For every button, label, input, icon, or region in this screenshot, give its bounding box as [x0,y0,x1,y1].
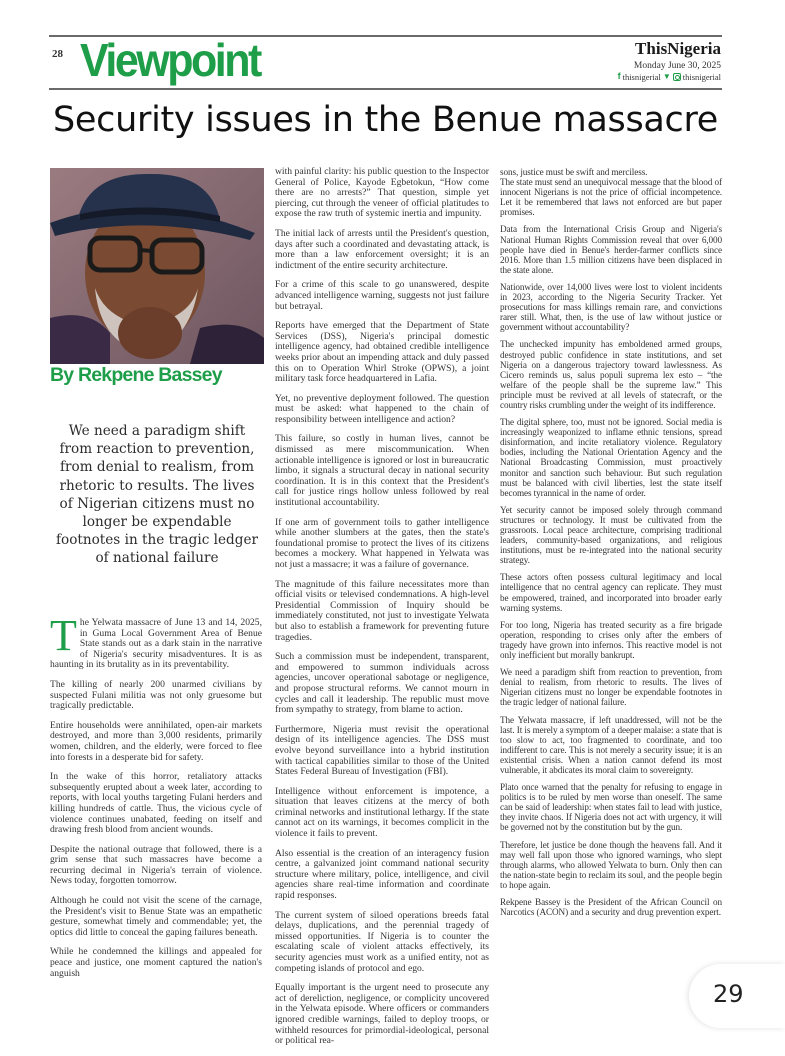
article-paragraph: The unchecked impunity has emboldened armed groups, destroyed public confidence in state institutions, and set Nigeria on a dangerous trajectory toward lawlessness. As Cicero reminds us, salus populi suprema lex esto – “the welfare of the people shall be the supreme law.” This principle must be revived at all levels of statecraft, or the country risks crumbling under the weight of its indifference. [500,339,722,410]
article-paragraph: In the wake of this horror, retaliatory attacks subsequently erupted about a week later, according to reports, with local youths targeting Fulani herders and killing hundreds of cattle. Thus, the vicious cycle of violence continues unabated, feeding on itself and drawing fresh blood from ancient wounds. [50,771,262,836]
article-paragraph: The Yelwata massacre, if left unaddressed, will not be the last. It is merely a symptom of a deeper malaise: a state that is too slow to act, too fragmented to coordinate, and too indifferent to care. This is not merely a security issue; it is an existential crisis. When a nation cannot defend its most vulnerable, it abdicates its moral claim to sovereignty. [500,714,722,775]
current-page-number: 29 [713,980,744,1008]
article-paragraph: Despite the national outrage that followed, there is a grim sense that such massacres have become a recurring decimal in Nigeria's terrain of violence. News today, forgotten tomorrow. [50,843,262,887]
article-paragraph: Intelligence without enforcement is impotence, a situation that leaves citizens at the mercy of both criminal networks and institutional lethargy. If the state cannot act on its warnings, it becomes complicit in the violence it fails to prevent. [275,785,489,840]
article-paragraph: Furthermore, Nigeria must revisit the operational design of its intelligence agencies. The DSS must evolve beyond surveillance into a hybrid institution with tactical capabilities similar to those of the United States Federal Bureau of Investigation (FBI). [275,723,489,778]
author-portrait-illustration [50,168,264,364]
article-paragraph: The current system of siloed operations breeds fatal delays, duplications, and the perennial tragedy of missed opportunities. If Nigeria is to counter the escalating scale of violent attacks effectively, its security agencies must work as a unified entity, not as competing islands of protocol and ego. [275,909,489,974]
article-paragraph: For too long, Nigeria has treated security as a fire brigade operation, responding to crises only after the embers of tragedy have grown into infernos. This reactive model is not only inefficient but morally bankrupt. [500,619,722,661]
article-paragraph: Nationwide, over 14,000 lives were lost to violent incidents in 2023, according to the Nigeria Security Tracker. Yet prosecutions for mass killings remain rare, and convictions rarer still. What, then, is the use of law without justice or government without accountability? [500,281,722,333]
publication-name: ThisNigeria [635,39,721,58]
instagram-icon [673,73,681,81]
article-paragraph: The killing of nearly 200 unarmed civilians by suspected Fulani militia was not only gruesome but tragically predictable. [50,678,262,712]
article-paragraph: This failure, so costly in human lives, cannot be dismissed as mere miscommunication. When actionable intelligence is ignored or lost in bureaucratic limbo, it signals a structural decay in national security coordination. It is in this context that the President's call for justice rings hollow unless followed by real institutional accountability. [275,433,489,509]
article-paragraph: with painful clarity: his public question to the Inspector General of Police, Kayode Egbetokun, “How come there are no arrests?” That question, simple yet piercing, cut through the veneer of official platitudes to expose the raw truth of systemic inertia and impunity. [275,166,489,220]
article-paragraph: The state must send an unequivocal message that the blood of innocent Nigerians is not the price of official incompetence. Let it be remembered that laws not enforced are but paper promises. [500,177,722,218]
article-paragraph: Also essential is the creation of an interagency fusion centre, a galvanized joint command national security structure where military, police, intelligence, and civil agencies share real-time information and coordinate rapid responses. [275,847,489,902]
article-paragraph: Therefore, let justice be done though the heavens fall. And it may well fall upon those who ignored warnings, who slept through alarms, who allowed Yelwata to burn. Only then can the nation-state begin to reclaim its soul, and the people begin to hope again. [500,839,722,890]
article-paragraph: Equally important is the urgent need to prosecute any act of dereliction, negligence, or complicity uncovered in the Yelwata episode. Where officers or commanders ignored credible warnings, failed to deploy troops, or withheld resources for primordial-ideological, personal or political rea- [275,982,489,1047]
author-bio: Rekpene Bassey is the President of the African Council on Narcotics (ACON) and a security and drug prevention expert. [500,897,722,918]
article-paragraph: These actors often possess cultural legitimacy and local intelligence that no central agency can replicate. They must be empowered, trained, and incorporated into broader early warning systems. [500,572,722,613]
social-handle-instagram: thisnigerial [682,71,721,82]
header-bottom-rule [49,88,722,90]
article-paragraph: While he condemned the killings and appealed for peace and justice, one moment captured the nation's anguish [50,946,262,979]
viewer-page-indicator[interactable] [689,964,785,1028]
article-paragraph: The initial lack of arrests until the President's question, days after such a coordinated and devastating attack, is more than a law enforcement oversight; it is an indictment of the entire security architecture. [275,227,489,271]
article-paragraph: Reports have emerged that the Department of State Services (DSS), Nigeria's principal domestic intelligence agency, had obtained credible intelligence weeks prior about an impending attack and duly passed this on to Operation Whirl Stroke (OPWS), a joint military task force headquartered in Lafia. [275,320,489,385]
article-paragraph [50,611,262,671]
social-handle-facebook: thisnigerial [622,71,661,82]
facebook-icon: f [617,71,621,82]
article-paragraph: The digital sphere, too, must not be ignored. Social media is increasingly weaponized to inflame ethnic tensions, spread disinformation, and incite retaliatory violence. Regulatory bodies, including the National Orientation Agency and the National Broadcasting Commission, must proactively monitor and sanction such behaviour. But such regulation must be balanced with civil liberties, lest the state itself becomes tyrannical in the name of order. [500,417,722,498]
drop-cap: T [50,611,77,660]
author-photo [50,168,264,364]
publication-date: Monday June 30, 2025 [633,60,721,71]
twitter-icon: ▼ [662,71,671,81]
article-paragraph: If one arm of government toils to gather intelligence while another slumbers at the gates, then the state's foundational promise to protect the lives of its citizens becomes a mockery. What happened in Yelwata was not just a massacre; it was a failure of governance. [275,516,489,570]
article-column-3 [500,167,722,924]
article-paragraph: Entire households were annihilated, open-air markets destroyed, and more than 3,000 residents, primarily women, children, and the elderly, were forced to flee into forests in a desperate bid for safety. [50,719,262,763]
article-paragraph: We need a paradigm shift from reaction to prevention, from denial to realism, from rhetoric to results. The lives of Nigerian citizens must no longer be expendable footnotes in the tragic ledger of national failure. [500,667,722,708]
social-handles [618,72,721,82]
masthead [618,40,721,82]
pull-quote: We need a paradigm shift from reaction to prevention, from denial to realism, from rhetoric to results. The lives of Nigerian citizens must no longer be expendable footnotes in the tragic ledger of national failure [55,423,258,567]
article-paragraph: sons, justice must be swift and merciless. [500,167,648,177]
article-paragraph: The magnitude of this failure necessitates more than official visits or televised condemnations. A high-level Presidential Commission of Inquiry should be immediately constituted, not just to investigate Yelwata but also to establish a framework for preventing future tragedies. [275,578,489,643]
article-column-1 [50,611,262,988]
article-paragraph: Although he could not visit the scene of the carnage, the President's visit to Benue State was an empathetic gesture, somewhat timely and commendable; yet, the optics did little to conceal the gaping failures beneath. [50,895,262,938]
author-byline: By Rekpene Bassey [50,364,222,386]
article-column-2 [275,167,489,1056]
article-paragraph: Yet, no preventive deployment followed. The question must be asked: what happened to the chain of responsibility between intelligence and action? [275,392,489,425]
paragraph-text: he Yelwata massacre of June 13 and 14, 2025, in Guma Local Government Area of Benue State stands out as a dark stain in the narrative of Nigeria's security misadventures. It is as haunting in its brutality as in its preventability. [50,617,262,671]
article-headline: Security issues in the Benue massacre [53,100,719,140]
article-paragraph: Data from the International Crisis Group and Nigeria's National Human Rights Commission reveal that over 6,000 people have died in Benue's herder-farmer conflicts since 2016. More than 1.5 million citizens have been displaced in the state alone. [500,224,722,275]
article-paragraph: Such a commission must be independent, transparent, and empowered to summon individuals across agencies, uncover operational sabotage or negligence, and propose structural reforms. We cannot mourn in cycles and call it leadership. The republic must move from sympathy to strategy, from blame to action. [275,651,489,716]
article-paragraph: Plato once warned that the penalty for refusing to engage in politics is to be ruled by men worse than oneself. The same can be said of leadership: when states fail to lead with justice, they invite chaos. If Nigeria does not act with urgency, it will be governed not by the constitution but by the gun. [500,782,722,833]
article-paragraph: For a crime of this scale to go unanswered, despite advanced intelligence warning, suggests not just failure but betrayal. [275,279,489,312]
section-title: Viewpoint [80,35,260,87]
article-paragraph: Yet security cannot be imposed solely through command structures or technology. It must be cultivated from the grassroots. Local peace architecture, comprising traditional leaders, community-based organizations, and religious institutions, must be re-integrated into the national security strategy. [500,504,722,566]
page-number: 28 [52,48,63,60]
